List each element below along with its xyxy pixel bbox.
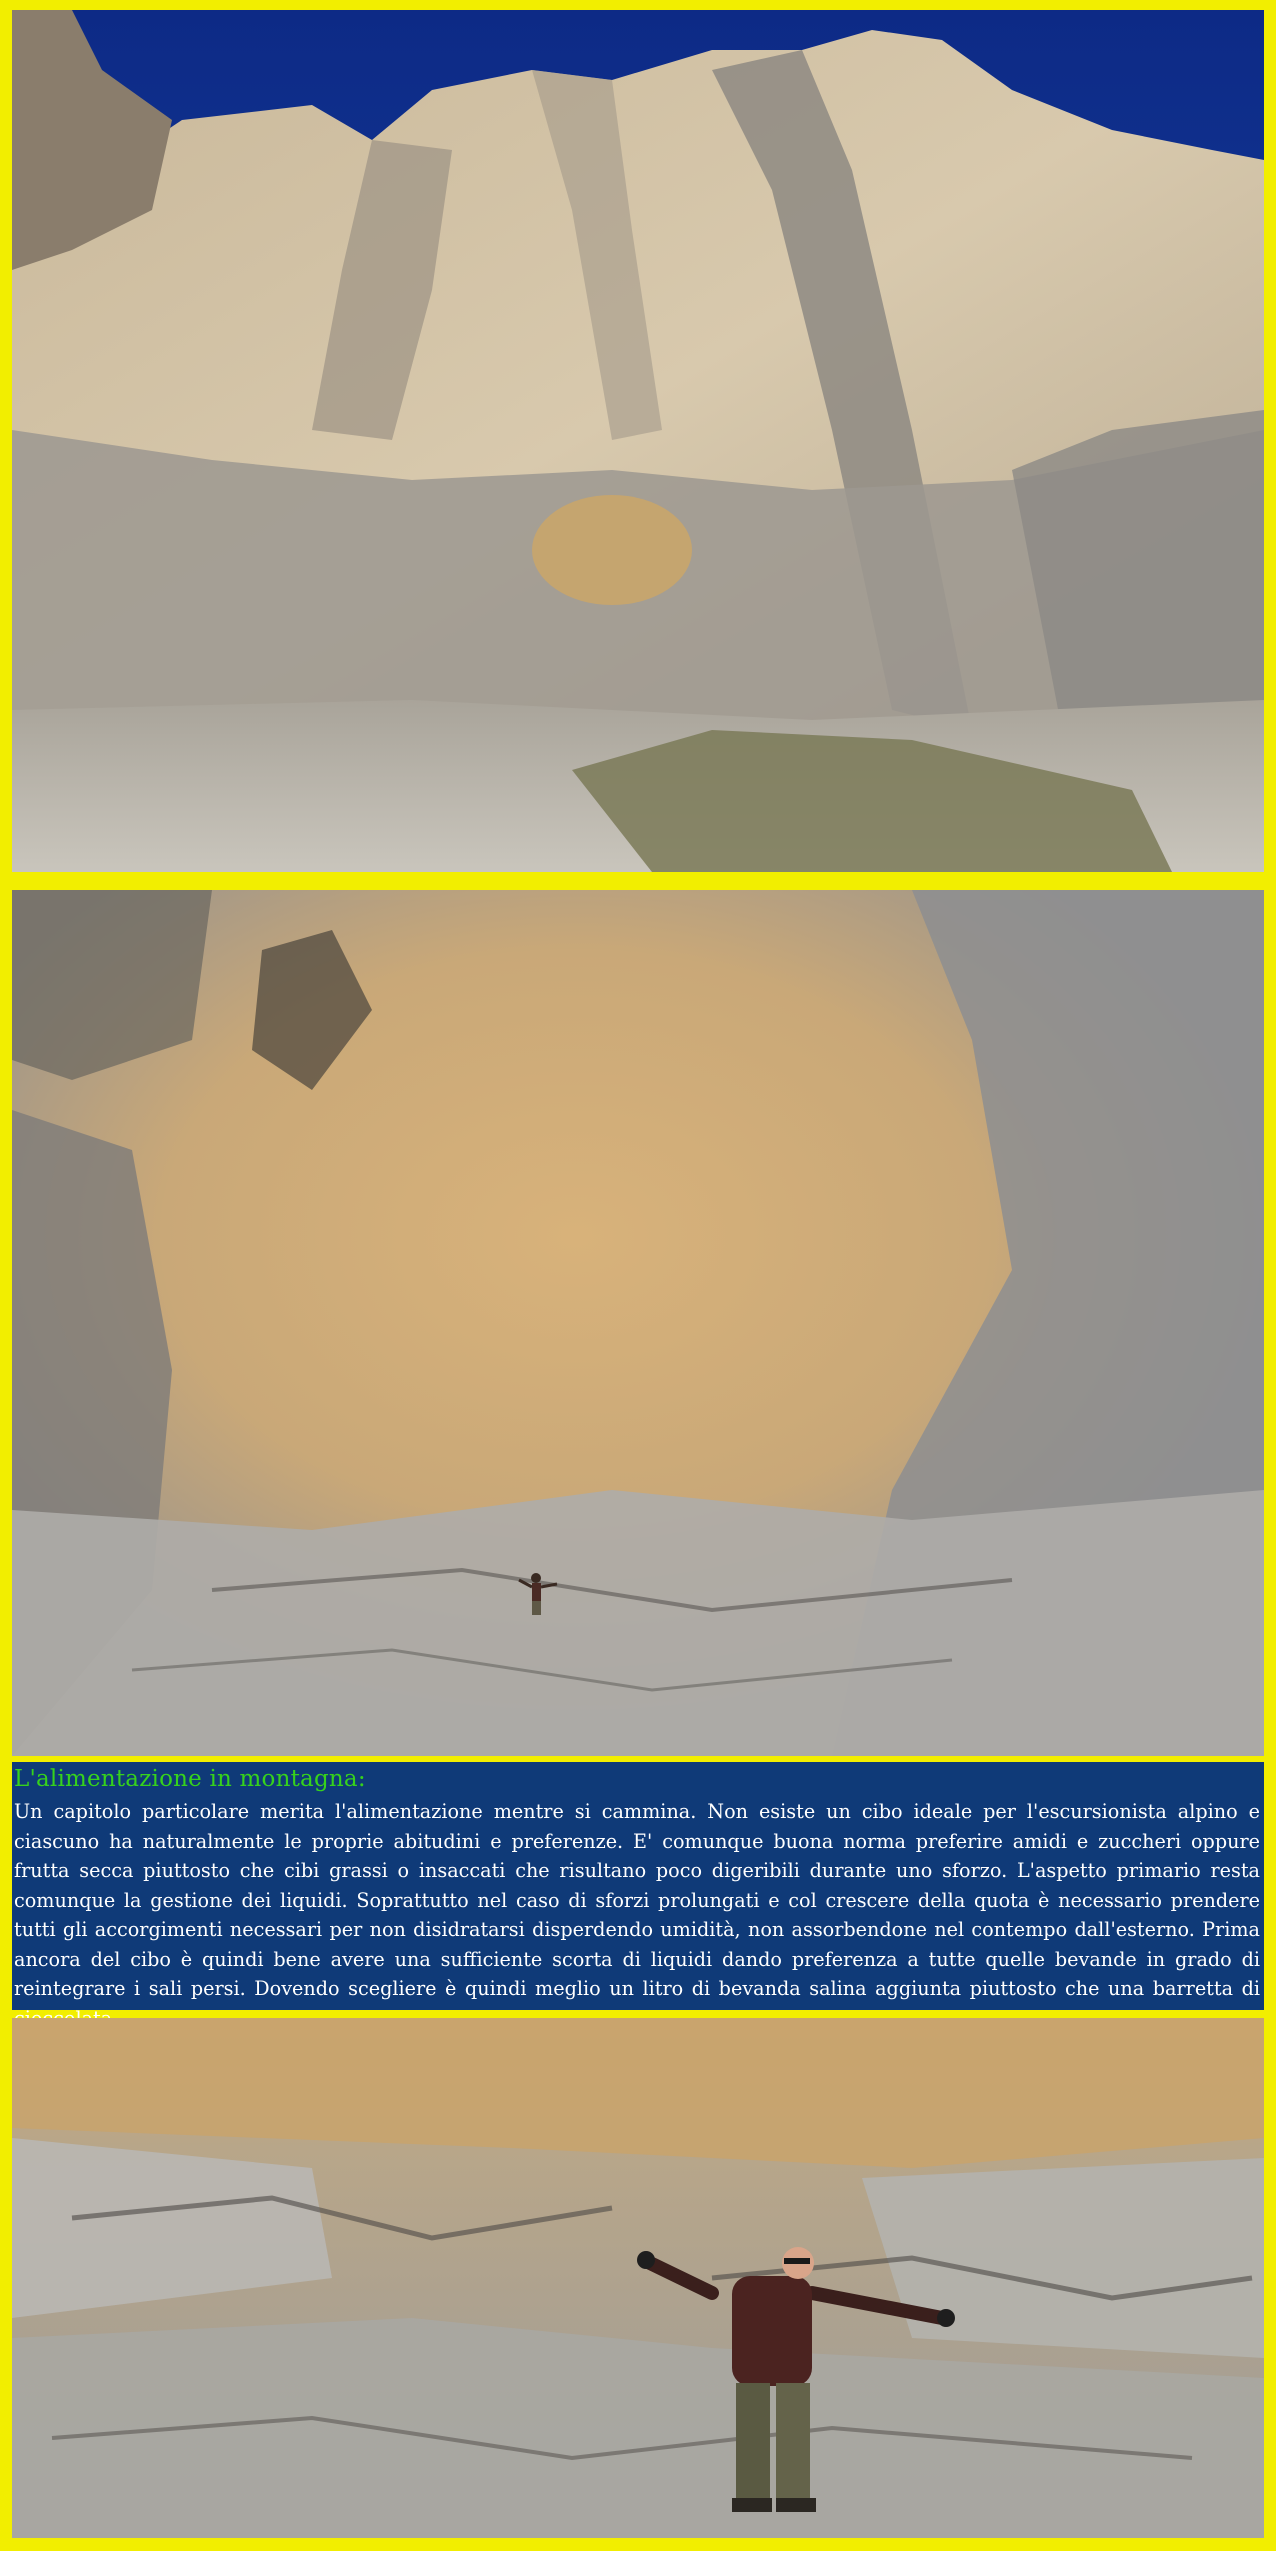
mountain-wall-image [12,10,1264,872]
article-body: Un capitolo particolare merita l'alimentazione mentre si cammina. Non esiste un cibo ideale per l'escursionista alpino e ciascuno ha naturalmente le proprie abitudini e preferenze. E' comunque buona norma preferire amidi e zuccheri oppure frutta secca piuttosto che cibi grassi o insaccati che risultano poco digeribili durante uno sforzo. L'aspetto primario resta comunque la gestione dei liquidi. Soprattutto nel caso di sforzi prolungati e col crescere della quota è necessario prendere tutti gli accorgimenti necessari per non disidratarsi disperdendo umidità, non assorbendone nel contempo dall'esterno. Prima ancora del cibo è quindi bene avere una sufficiente scorta di liquidi dando preferenza a tutte quelle bevande in grado di reintegrare i sali persi. Dovendo scegliere è quindi meglio un litro di bevanda salina aggiunta piuttosto che una barretta di [14,1800,1260,2000]
rock-hollow-image [12,890,1264,1756]
hiker-image [12,2018,1264,2538]
rock-hollow-photo [12,890,1264,1756]
mountain-wall-photo [12,10,1264,872]
hiker-photo [12,2018,1264,2538]
article-text-panel [12,1762,1264,2010]
article-title: L'alimentazione in montagna: [14,1766,366,1792]
